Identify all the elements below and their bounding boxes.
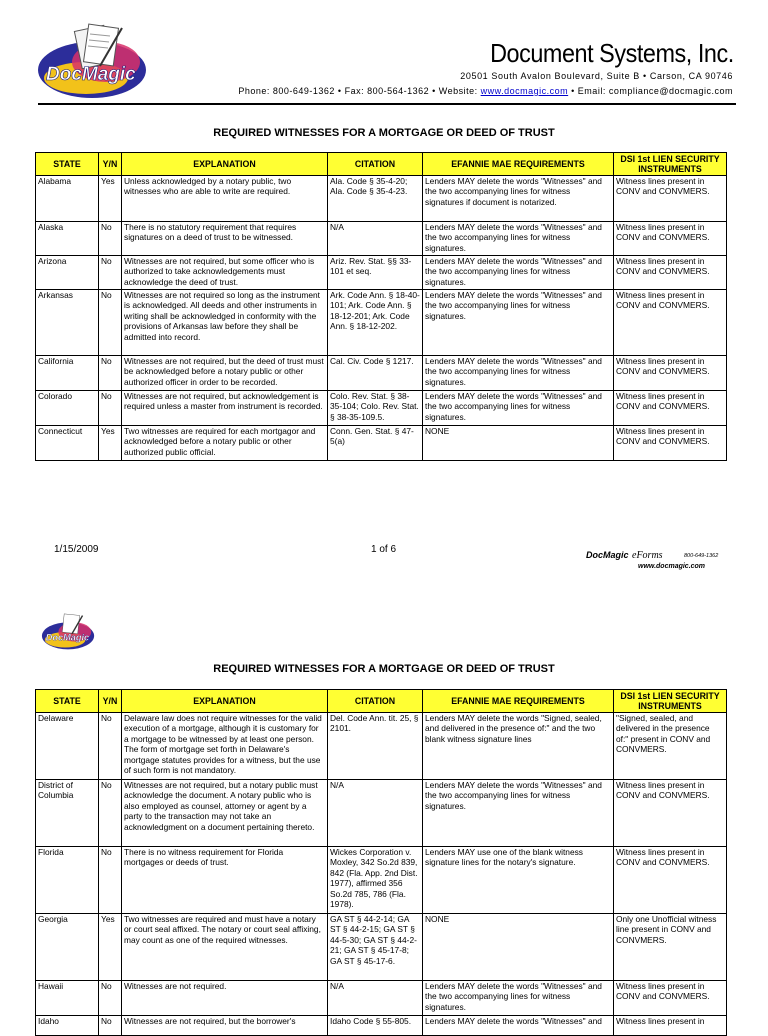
column-header-fannie-mae: EFANNIE MAE REQUIREMENTS: [423, 153, 614, 176]
contact-suffix: • Email: compliance@docmagic.com: [568, 86, 733, 96]
cell-fannie-mae: Lenders MAY delete the words "Witnesses" and the two accompanying lines for witness signatures.: [423, 290, 614, 356]
company-contact: [238, 86, 733, 96]
cell-yn: Yes: [99, 914, 122, 981]
cell-explanation: There is no statutory requirement that requires signatures on a deed of trust to be witnessed.: [122, 222, 328, 256]
footer-eforms: eForms: [632, 550, 663, 561]
cell-dsi: Witness lines present in CONV and CONVMERS.: [614, 290, 727, 356]
cell-dsi: Only one Unofficial witness line present in CONV and CONVMERS.: [614, 914, 727, 981]
cell-yn: No: [99, 713, 122, 780]
cell-yn: No: [99, 290, 122, 356]
table-row: [36, 847, 727, 914]
cell-state: Delaware: [36, 713, 99, 780]
company-name: Document Systems, Inc.: [490, 38, 734, 68]
footer-page-number: 1 of 6: [371, 544, 397, 555]
cell-yn: No: [99, 1016, 122, 1036]
cell-dsi: Witness lines present in CONV and CONVMERS.: [614, 222, 727, 256]
cell-dsi: Witness lines present in CONV and CONVMERS.: [614, 391, 727, 426]
table-row: [36, 356, 727, 391]
cell-explanation: Witnesses are not required.: [122, 981, 328, 1016]
cell-citation: Conn. Gen. Stat. § 47-5(a): [328, 426, 423, 461]
footer-site: www.docmagic.com: [638, 563, 706, 570]
cell-citation: Ariz. Rev. Stat. §§ 33-101 et seq.: [328, 256, 423, 290]
table-header-row: [36, 153, 727, 176]
cell-citation: N/A: [328, 222, 423, 256]
svg-text:DocMagic: DocMagic: [46, 64, 136, 85]
cell-citation: N/A: [328, 981, 423, 1016]
page-title-2: REQUIRED WITNESSES FOR A MORTGAGE OR DEED OF TRUST: [213, 663, 555, 675]
cell-yn: No: [99, 256, 122, 290]
table-row: [36, 222, 727, 256]
cell-fannie-mae: Lenders MAY delete the words "Witnesses" and the two accompanying lines for witness signatures.: [423, 222, 614, 256]
cell-state: Florida: [36, 847, 99, 914]
cell-fannie-mae: Lenders MAY delete the words "Witnesses" and the two accompanying lines for witness signatures.: [423, 391, 614, 426]
cell-yn: No: [99, 981, 122, 1016]
cell-state: Colorado: [36, 391, 99, 426]
cell-explanation: Witnesses are not required, but the borrower's: [122, 1016, 328, 1036]
cell-explanation: Witnesses are not required so long as the instrument is acknowledged. All deeds and other instruments in writing shall be acknowledged in conformity with the provisions of Arkansas law before they shall be admitted into record.: [122, 290, 328, 356]
cell-fannie-mae: Lenders MAY use one of the blank witness signature lines for the notary's signature.: [423, 847, 614, 914]
cell-fannie-mae: Lenders MAY delete the words "Witnesses" and the two accompanying lines for witness signatures.: [423, 356, 614, 391]
column-header-explanation: EXPLANATION: [122, 153, 328, 176]
cell-fannie-mae: Lenders MAY delete the words "Witnesses" and the two accompanying lines for witness signatures.: [423, 981, 614, 1016]
cell-explanation: Two witnesses are required and must have a notary or court seal affixed. The notary or court seal affixing, may count as one of the required witnesses.: [122, 914, 328, 981]
cell-fannie-mae: Lenders MAY delete the words "Witnesses" and the two accompanying lines for witness signatures if document is notarized.: [423, 176, 614, 222]
cell-state: Arizona: [36, 256, 99, 290]
cell-dsi: Witness lines present in CONV and CONVMERS.: [614, 356, 727, 391]
company-address: 20501 South Avalon Boulevard, Suite B • Carson, CA 90746: [460, 71, 733, 81]
table-row: [36, 914, 727, 981]
cell-state: Arkansas: [36, 290, 99, 356]
cell-fannie-mae: NONE: [423, 426, 614, 461]
cell-state: Alabama: [36, 176, 99, 222]
cell-fannie-mae: Lenders MAY delete the words "Witnesses" and the two accompanying lines for witness signatures.: [423, 256, 614, 290]
cell-dsi: Witness lines present in CONV and CONVMERS.: [614, 780, 727, 847]
docmagic-logo: [34, 22, 154, 102]
witness-table-page-2: [35, 689, 727, 1036]
column-header-fannie-mae: EFANNIE MAE REQUIREMENTS: [423, 690, 614, 713]
table-row: [36, 713, 727, 780]
cell-citation: Cal. Civ. Code § 1217.: [328, 356, 423, 391]
cell-explanation: Delaware law does not require witnesses for the valid execution of a mortgage, although it is customary for a mortgage to be witnessed by at least one person. The form of mortgage set forth in Delaware's mortgage statutes provides for a witness, but the use of such form is not mandatory.: [122, 713, 328, 780]
header-rule: [38, 103, 736, 105]
cell-explanation: Two witnesses are required for each mortgagor and acknowledged before a notary public or other authorized public official.: [122, 426, 328, 461]
cell-citation: Idaho Code § 55-805.: [328, 1016, 423, 1036]
page-title: REQUIRED WITNESSES FOR A MORTGAGE OR DEED OF TRUST: [213, 127, 555, 139]
svg-text:DocMagic: DocMagic: [45, 632, 90, 643]
cell-yn: No: [99, 847, 122, 914]
cell-citation: Colo. Rev. Stat. § 38-35-104; Colo. Rev. Stat. § 38-35-109.5.: [328, 391, 423, 426]
table-row: [36, 391, 727, 426]
column-header-citation: CITATION: [328, 153, 423, 176]
table-row: [36, 290, 727, 356]
cell-state: Hawaii: [36, 981, 99, 1016]
column-header-yn: Y/N: [99, 153, 122, 176]
footer-phone: 800-649-1362: [684, 553, 719, 559]
cell-citation: Wickes Corporation v. Moxley, 342 So.2d 839, 842 (Fla. App. 2nd Dist. 1977), affirmed 356 So.2d 785, 786 (Fla. 1978).: [328, 847, 423, 914]
cell-dsi: Witness lines present in CONV and CONVMERS.: [614, 176, 727, 222]
cell-state: Georgia: [36, 914, 99, 981]
column-header-dsi: DSI 1st LIEN SECURITY INSTRUMENTS: [614, 153, 727, 176]
cell-fannie-mae: NONE: [423, 914, 614, 981]
cell-fannie-mae: Lenders MAY delete the words "Signed, sealed, and delivered in the presence of:" and the two blank witness signature lines: [423, 713, 614, 780]
cell-dsi: Witness lines present in: [614, 1016, 727, 1036]
column-header-dsi: DSI 1st LIEN SECURITY INSTRUMENTS: [614, 690, 727, 713]
docmagic-logo-small: [40, 612, 98, 652]
cell-dsi: Witness lines present in CONV and CONVMERS.: [614, 426, 727, 461]
cell-dsi: Witness lines present in CONV and CONVMERS.: [614, 847, 727, 914]
cell-citation: Del. Code Ann. tit. 25, § 2101.: [328, 713, 423, 780]
cell-citation: N/A: [328, 780, 423, 847]
footer-date: 1/15/2009: [54, 544, 99, 555]
footer-brand: DocMagic: [586, 550, 629, 560]
table-row: [36, 256, 727, 290]
cell-state: California: [36, 356, 99, 391]
table-row: [36, 176, 727, 222]
docmagic-eforms-logo: [586, 547, 726, 571]
table-header-row: [36, 690, 727, 713]
cell-state: District of Columbia: [36, 780, 99, 847]
cell-explanation: Witnesses are not required, but some officer who is authorized to take acknowledgements must acknowledge the deed of trust.: [122, 256, 328, 290]
cell-fannie-mae: Lenders MAY delete the words "Witnesses" and the two accompanying lines for witness signatures.: [423, 780, 614, 847]
table-row: [36, 1016, 727, 1036]
cell-state: Connecticut: [36, 426, 99, 461]
witness-table-page-1: [35, 152, 727, 461]
cell-yn: Yes: [99, 426, 122, 461]
table-row: [36, 981, 727, 1016]
cell-explanation: Witnesses are not required, but a notary public must acknowledge the document. A notary public who is also employed as counsel, attorney or agent by a party to the transaction may not take an acknowledgment on a document pertaining thereto.: [122, 780, 328, 847]
column-header-explanation: EXPLANATION: [122, 690, 328, 713]
cell-dsi: Witness lines present in CONV and CONVMERS.: [614, 981, 727, 1016]
table-row: [36, 780, 727, 847]
website-link[interactable]: www.docmagic.com: [480, 86, 569, 96]
cell-explanation: Witnesses are not required, but acknowledgement is required unless a master from instrument is recorded.: [122, 391, 328, 426]
cell-fannie-mae: Lenders MAY delete the words "Witnesses" and: [423, 1016, 614, 1036]
cell-explanation: There is no witness requirement for Florida mortgages or deeds of trust.: [122, 847, 328, 914]
column-header-state: STATE: [36, 690, 99, 713]
cell-yn: No: [99, 356, 122, 391]
contact-prefix: Phone: 800-649-1362 • Fax: 800-564-1362 • Website:: [238, 86, 481, 96]
cell-citation: Ala. Code § 35-4-20; Ala. Code § 35-4-23.: [328, 176, 423, 222]
column-header-state: STATE: [36, 153, 99, 176]
cell-explanation: Unless acknowledged by a notary public, two witnesses who are able to write are required.: [122, 176, 328, 222]
cell-yn: Yes: [99, 176, 122, 222]
cell-yn: No: [99, 780, 122, 847]
cell-yn: No: [99, 391, 122, 426]
cell-dsi: "Signed, sealed, and delivered in the presence of:" present in CONV and CONVMERS.: [614, 713, 727, 780]
cell-yn: No: [99, 222, 122, 256]
cell-explanation: Witnesses are not required, but the deed of trust must be acknowledged before a notary public or other authorized officer in order to be recorded.: [122, 356, 328, 391]
cell-state: Idaho: [36, 1016, 99, 1036]
cell-state: Alaska: [36, 222, 99, 256]
column-header-citation: CITATION: [328, 690, 423, 713]
cell-dsi: Witness lines present in CONV and CONVMERS.: [614, 256, 727, 290]
column-header-yn: Y/N: [99, 690, 122, 713]
table-row: [36, 426, 727, 461]
cell-citation: Ark. Code Ann. § 18-40-101; Ark. Code Ann. § 18-12-201; Ark. Code Ann. § 18-12-202.: [328, 290, 423, 356]
cell-citation: GA ST § 44-2-14; GA ST § 44-2-15; GA ST § 44-5-30; GA ST § 44-2-21; GA ST § 45-17-8; GA ST § 45-17-6.: [328, 914, 423, 981]
